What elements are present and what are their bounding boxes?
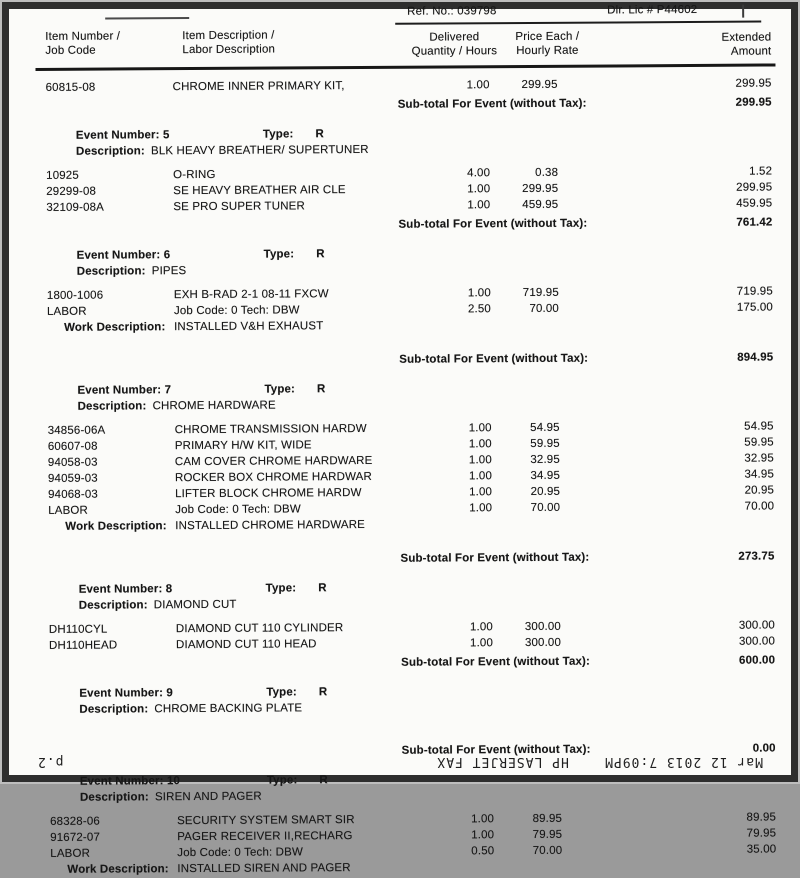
- item-number: 32109-08A: [46, 201, 104, 214]
- column-desc-line1: Item Description /: [182, 29, 275, 43]
- item-quantity: 1.00: [469, 637, 494, 650]
- event-number-value: 7: [161, 384, 172, 397]
- subtotal-label: Sub-total For Event (without Tax):: [401, 655, 591, 669]
- event-number-label: Event Number:: [79, 775, 164, 788]
- event-type-value: R: [318, 686, 328, 699]
- item-description: LIFTER BLOCK CHROME HARDW: [175, 486, 362, 501]
- event-type-label: Type:: [264, 383, 296, 396]
- item-rows: [39, 283, 773, 335]
- scan-artifact-line: [105, 17, 189, 20]
- scan-artifact-tick: [742, 5, 744, 18]
- item-extended: 299.95: [736, 181, 773, 194]
- item-number: 68328-06: [50, 815, 100, 828]
- item-quantity: 1.00: [469, 502, 493, 515]
- item-price: 70.00: [529, 302, 559, 315]
- event-description-label: Description:: [77, 400, 147, 413]
- item-extended: 79.95: [746, 827, 777, 840]
- item-rows: [40, 418, 775, 534]
- subtotal-row: [39, 349, 773, 369]
- item-description: Job Code: 0 Tech: DBW: [173, 304, 300, 318]
- item-number: 29299-08: [46, 185, 97, 198]
- item-price: 459.95: [522, 198, 559, 212]
- subtotal-label: Sub-total For Event (without Tax):: [401, 743, 591, 757]
- item-price: 300.00: [524, 636, 562, 650]
- event-type-label: Type:: [266, 686, 297, 699]
- column-desc-line2: Labor Description: [182, 43, 276, 56]
- item-quantity: 1.00: [468, 422, 492, 435]
- item-quantity: 2.50: [467, 303, 492, 316]
- item-price: 34.95: [530, 469, 561, 482]
- item-number: DH110CYL: [48, 623, 108, 636]
- event-description-label: Description:: [76, 265, 146, 278]
- event-type-label: Type:: [265, 582, 297, 595]
- event-description-value: SIREN AND PAGER: [154, 790, 262, 804]
- item-price: 70.00: [530, 501, 561, 514]
- item-quantity: 1.00: [471, 813, 495, 826]
- event-number-value: 5: [159, 129, 170, 142]
- column-item-line1: Item Number /: [45, 30, 121, 43]
- event-description-value: BLK HEAVY BREATHER/ SUPERTUNER: [150, 143, 369, 158]
- subtotal-value: 299.95: [735, 96, 772, 109]
- event-description-value: CHROME BACKING PLATE: [154, 702, 303, 716]
- item-quantity: 4.00: [467, 167, 491, 180]
- item-row: [38, 195, 772, 215]
- item-description: EXH B-RAD 2-1 08-11 FXCW: [173, 288, 329, 302]
- column-price-line2: Hourly Rate: [516, 44, 579, 57]
- event-number-label: Event Number:: [76, 249, 161, 262]
- item-description: DIAMOND CUT 110 HEAD: [175, 638, 317, 652]
- event-type-value: R: [316, 383, 326, 396]
- subtotal-value: 894.95: [737, 351, 774, 364]
- item-number: 1800-1006: [46, 289, 104, 302]
- event-number-group: [77, 382, 264, 399]
- column-ext-line1: Extended: [721, 31, 772, 44]
- subtotal-label: Sub-total For Event (without Tax):: [399, 352, 589, 366]
- subtotal-row: [38, 94, 772, 114]
- event-type-value: R: [319, 774, 328, 787]
- subtotal-value: 273.75: [738, 550, 775, 563]
- subtotal-value: 761.42: [736, 216, 773, 229]
- event-number-group: [80, 773, 267, 790]
- item-rows: [38, 75, 772, 95]
- item-extended: 20.95: [744, 484, 775, 497]
- event-number-value: 8: [162, 583, 173, 596]
- fax-footer: [37, 751, 763, 769]
- item-extended: 59.95: [744, 436, 774, 449]
- work-description-label: Work Description:: [64, 321, 166, 334]
- column-extended: [721, 31, 771, 58]
- item-extended: 719.95: [736, 285, 773, 298]
- item-description: PRIMARY H/W KIT, WIDE: [174, 439, 312, 453]
- item-rows: [38, 163, 772, 215]
- column-description: [182, 30, 275, 58]
- item-quantity: 1.00: [468, 454, 492, 467]
- event-number-label: Event Number:: [77, 384, 162, 397]
- item-rows: [42, 809, 776, 877]
- item-extended: 300.00: [738, 619, 775, 632]
- column-qty-line2: Quantity / Hours: [411, 44, 498, 58]
- subtotal-label: Sub-total For Event (without Tax):: [400, 551, 590, 565]
- subtotal-value: 0.00: [752, 742, 776, 755]
- item-extended: 1.52: [749, 165, 773, 178]
- work-description-value: INSTALLED V&H EXHAUST: [174, 320, 324, 334]
- item-price: 32.95: [530, 453, 560, 466]
- event-type-value: R: [315, 128, 324, 141]
- item-number: 60607-08: [47, 440, 98, 453]
- subtotal-label: Sub-total For Event (without Tax):: [398, 217, 588, 231]
- item-number: LABOR: [50, 847, 91, 860]
- event-section: [42, 769, 777, 877]
- item-extended: 299.95: [735, 77, 772, 90]
- event-type-label: Type:: [266, 774, 298, 787]
- item-price: 299.95: [521, 78, 558, 92]
- item-number: 94058-03: [47, 456, 98, 469]
- event-type-value: R: [318, 582, 327, 595]
- event-section: [38, 75, 772, 114]
- subtotal-value: 600.00: [739, 654, 776, 667]
- subtotal-row: [40, 548, 774, 568]
- work-description-row: [39, 315, 773, 335]
- event-number-group: [79, 685, 266, 702]
- item-description: SECURITY SYSTEM SMART SIR: [177, 814, 355, 828]
- item-quantity: 1.00: [469, 486, 493, 499]
- item-price: 59.95: [530, 437, 560, 450]
- fax-ref-row: [7, 3, 789, 26]
- item-rows: [41, 617, 775, 653]
- item-quantity: 1.00: [467, 183, 491, 196]
- fax-timestamp-line: Mar 12 2013 7:09PM HP LASERJET FAX: [436, 754, 763, 769]
- event-number-value: 6: [160, 249, 171, 262]
- item-number: 94059-03: [47, 472, 98, 485]
- item-number: 94068-03: [48, 488, 98, 501]
- item-number: 60815-08: [45, 81, 96, 94]
- item-quantity: 1.00: [468, 470, 493, 483]
- column-price-line1: Price Each /: [515, 30, 580, 44]
- dealer-license: Dlr. Lic # P44602: [607, 3, 698, 17]
- item-extended: 32.95: [744, 452, 774, 465]
- item-description: CAM COVER CHROME HARDWARE: [174, 454, 373, 469]
- work-description-label: Work Description:: [65, 520, 167, 533]
- item-price: 20.95: [530, 485, 561, 498]
- item-price: 79.95: [532, 828, 563, 841]
- column-price: [507, 31, 587, 58]
- event-description-label: Description:: [79, 703, 149, 716]
- ref-number: Ref. No.: 039798: [407, 5, 497, 18]
- item-description: SE PRO SUPER TUNER: [173, 200, 305, 214]
- work-description-value: INSTALLED SIREN AND PAGER: [177, 862, 351, 876]
- item-description: O-RING: [173, 168, 216, 182]
- item-price: 54.95: [530, 421, 560, 434]
- event-section: [39, 378, 774, 568]
- ref-divider: [395, 21, 761, 25]
- event-section: [38, 123, 773, 234]
- fax-page-number: p.2: [37, 754, 64, 769]
- item-quantity: 0.50: [471, 845, 495, 858]
- item-description: Job Code: 0 Tech: DBW: [175, 503, 301, 517]
- item-extended: 300.00: [738, 635, 776, 648]
- item-price: 89.95: [532, 812, 563, 825]
- event-number-label: Event Number:: [78, 583, 163, 596]
- item-quantity: 1.00: [466, 79, 490, 92]
- item-number: DH110HEAD: [48, 639, 118, 652]
- item-description: CHROME INNER PRIMARY KIT,: [172, 80, 345, 94]
- event-type-value: R: [316, 248, 325, 261]
- work-description-label: Work Description:: [67, 863, 169, 876]
- item-number: LABOR: [48, 504, 88, 517]
- event-number-group: [79, 581, 266, 598]
- item-price: 719.95: [522, 286, 559, 300]
- item-extended: 459.95: [736, 197, 773, 210]
- item-description: SE HEAVY BREATHER AIR CLE: [173, 184, 346, 198]
- item-description: PAGER RECEIVER II,RECHARG: [177, 830, 353, 844]
- item-extended: 54.95: [744, 420, 774, 433]
- item-price: 300.00: [524, 620, 561, 634]
- event-type-label: Type:: [262, 128, 294, 141]
- event-number-group: [76, 127, 263, 144]
- event-number-label: Event Number:: [75, 129, 160, 142]
- item-extended: 70.00: [744, 500, 775, 513]
- column-quantity: [395, 31, 513, 59]
- event-section: [39, 243, 774, 369]
- event-description-label: Description:: [75, 145, 145, 158]
- item-extended: 89.95: [746, 811, 777, 824]
- item-number: 34856-06A: [47, 424, 106, 437]
- item-extended: 35.00: [746, 843, 777, 856]
- column-item-number: [45, 30, 120, 57]
- event-description-label: Description:: [79, 791, 149, 804]
- work-description-value: INSTALLED CHROME HARDWARE: [175, 518, 366, 533]
- item-extended: 175.00: [736, 301, 773, 314]
- subtotal-label: Sub-total For Event (without Tax):: [397, 97, 587, 111]
- item-quantity: 1.00: [469, 621, 493, 634]
- event-description-label: Description:: [78, 599, 148, 612]
- page-content: [7, 3, 794, 876]
- subtotal-row: [38, 214, 772, 234]
- column-ext-line2: Amount: [730, 44, 772, 58]
- item-quantity: 1.00: [467, 199, 491, 212]
- event-number-value: 9: [163, 687, 173, 700]
- invoice-page: [2, 2, 798, 876]
- item-description: Job Code: 0 Tech: DBW: [177, 846, 303, 860]
- work-description-row: [42, 857, 776, 877]
- work-description-row: [40, 514, 774, 534]
- event-number-group: [77, 247, 264, 264]
- event-description-value: PIPES: [151, 265, 187, 278]
- column-item-line2: Job Code: [45, 44, 96, 57]
- event-section: [41, 577, 776, 672]
- item-price: 70.00: [532, 844, 563, 857]
- item-number: LABOR: [46, 305, 87, 318]
- item-quantity: 1.00: [467, 287, 491, 300]
- item-description: CHROME TRANSMISSION HARDW: [174, 422, 367, 437]
- item-row: [41, 633, 775, 653]
- column-qty-line1: Delivered: [429, 31, 480, 44]
- subtotal-row: [41, 652, 775, 672]
- item-price: 299.95: [522, 182, 559, 196]
- item-description: ROCKER BOX CHROME HARDWAR: [174, 470, 372, 485]
- item-row: [38, 75, 772, 95]
- event-section: [41, 681, 775, 760]
- event-description-value: DIAMOND CUT: [153, 598, 237, 612]
- item-extended: 34.95: [744, 468, 775, 481]
- event-description-value: CHROME HARDWARE: [152, 399, 276, 413]
- item-number: 91672-07: [50, 831, 101, 844]
- item-quantity: 1.00: [471, 829, 495, 842]
- table-header: [7, 25, 789, 66]
- event-type-label: Type:: [263, 248, 295, 261]
- item-price: 0.38: [535, 166, 559, 179]
- event-number-label: Event Number:: [79, 687, 164, 700]
- item-quantity: 1.00: [468, 438, 492, 451]
- item-number: 10925: [46, 169, 79, 182]
- item-description: DIAMOND CUT 110 CYLINDER: [175, 622, 344, 636]
- event-number-value: 10: [163, 775, 181, 788]
